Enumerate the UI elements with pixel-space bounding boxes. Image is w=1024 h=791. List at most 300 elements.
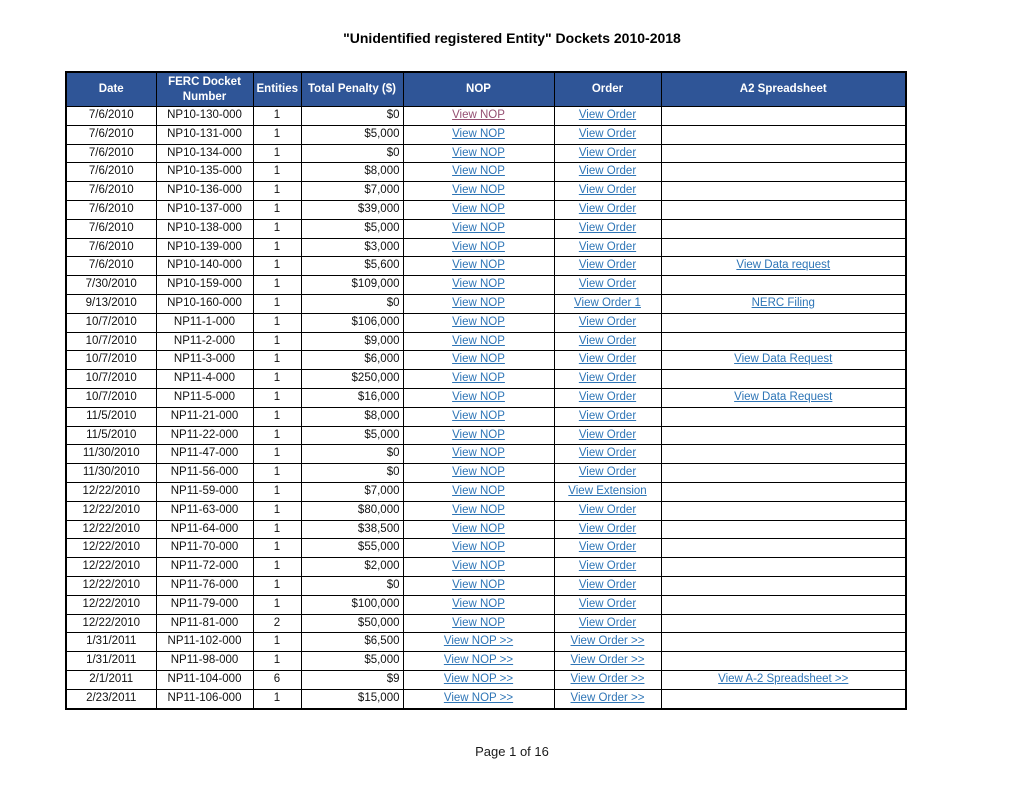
order-link[interactable]: View Extension xyxy=(568,484,647,497)
order-link[interactable]: View Order xyxy=(578,447,637,460)
table-row xyxy=(66,576,906,595)
date-cell: 1/31/2011 xyxy=(66,633,156,652)
a2-link-cell xyxy=(661,388,906,407)
entities-cell: 1 xyxy=(253,426,301,445)
column-header-ferc-docket-number: FERC Docket Number xyxy=(156,72,253,107)
nop-link[interactable]: View NOP xyxy=(452,334,505,347)
page-footer: Page 1 of 16 xyxy=(475,744,549,759)
nop-link[interactable]: View NOP >> xyxy=(443,672,514,685)
a2-link xyxy=(661,200,906,219)
nop-link[interactable]: View NOP xyxy=(452,616,505,629)
a2-link xyxy=(661,614,906,633)
date-cell: 2/23/2011 xyxy=(66,689,156,708)
order-link[interactable]: View Order xyxy=(578,578,637,591)
entities-cell: 1 xyxy=(253,370,301,389)
docket-cell: NP10-160-000 xyxy=(156,294,253,313)
order-link-cell xyxy=(554,539,661,558)
nop-link[interactable]: View NOP xyxy=(452,597,505,610)
nop-link-cell xyxy=(403,689,554,708)
entities-cell: 1 xyxy=(253,445,301,464)
order-link[interactable]: View Order xyxy=(578,597,637,610)
order-link[interactable]: View Order xyxy=(578,428,637,441)
penalty-cell: $8,000 xyxy=(301,407,403,426)
penalty-cell: $15,000 xyxy=(301,689,403,708)
nop-link-cell xyxy=(403,576,554,595)
date-cell: 2/1/2011 xyxy=(66,670,156,689)
order-link-cell xyxy=(554,501,661,520)
a2-link xyxy=(661,520,906,539)
nop-link-cell xyxy=(403,257,554,276)
penalty-cell: $109,000 xyxy=(301,276,403,295)
date-cell: 11/5/2010 xyxy=(66,426,156,445)
date-cell: 12/22/2010 xyxy=(66,614,156,633)
date-cell: 10/7/2010 xyxy=(66,388,156,407)
order-link[interactable]: View Order xyxy=(578,240,637,253)
order-link[interactable]: View Order >> xyxy=(570,635,645,648)
table-row xyxy=(66,219,906,238)
table-row xyxy=(66,520,906,539)
order-link-cell xyxy=(554,388,661,407)
order-link-cell xyxy=(554,614,661,633)
column-header-nop: NOP xyxy=(403,72,554,107)
a2-link xyxy=(661,125,906,144)
nop-link[interactable]: View NOP >> xyxy=(443,691,514,704)
penalty-cell: $5,000 xyxy=(301,652,403,671)
nop-link-cell xyxy=(403,652,554,671)
docket-cell: NP11-63-000 xyxy=(156,501,253,520)
penalty-cell: $16,000 xyxy=(301,388,403,407)
penalty-cell: $0 xyxy=(301,445,403,464)
a2-link xyxy=(661,144,906,163)
table-row xyxy=(66,313,906,332)
table-row xyxy=(66,426,906,445)
nop-link-cell xyxy=(403,407,554,426)
table-row xyxy=(66,351,906,370)
order-link-cell xyxy=(554,163,661,182)
date-cell: 12/22/2010 xyxy=(66,520,156,539)
column-header-date: Date xyxy=(66,72,156,107)
docket-cell: NP10-140-000 xyxy=(156,257,253,276)
table-row xyxy=(66,257,906,276)
docket-cell: NP11-21-000 xyxy=(156,407,253,426)
order-link[interactable]: View Order >> xyxy=(570,672,645,685)
penalty-cell: $7,000 xyxy=(301,182,403,201)
nop-link-cell xyxy=(403,276,554,295)
column-header-total-penalty: Total Penalty ($) xyxy=(301,72,403,107)
docket-cell: NP11-81-000 xyxy=(156,614,253,633)
a2-link xyxy=(661,238,906,257)
nop-link-cell xyxy=(403,482,554,501)
nop-link[interactable]: View NOP xyxy=(452,541,505,554)
nop-link-cell xyxy=(403,107,554,126)
penalty-cell: $5,000 xyxy=(301,426,403,445)
entities-cell: 1 xyxy=(253,163,301,182)
nop-link[interactable]: View NOP xyxy=(452,259,505,272)
nop-link-cell xyxy=(403,219,554,238)
order-link[interactable]: View Order xyxy=(578,409,637,422)
a2-link-cell xyxy=(661,670,906,689)
a2-link[interactable]: View Data request xyxy=(736,259,831,272)
date-cell: 7/6/2010 xyxy=(66,182,156,201)
docket-cell: NP11-102-000 xyxy=(156,633,253,652)
nop-link-cell xyxy=(403,501,554,520)
penalty-cell: $0 xyxy=(301,107,403,126)
entities-cell: 6 xyxy=(253,670,301,689)
entities-cell: 1 xyxy=(253,219,301,238)
docket-cell: NP11-4-000 xyxy=(156,370,253,389)
docket-cell: NP11-76-000 xyxy=(156,576,253,595)
date-cell: 12/22/2010 xyxy=(66,539,156,558)
a2-link xyxy=(661,539,906,558)
column-header-order: Order xyxy=(554,72,661,107)
penalty-cell: $5,000 xyxy=(301,125,403,144)
order-link[interactable]: View Order xyxy=(578,109,637,121)
order-link[interactable]: View Order xyxy=(578,541,637,554)
date-cell: 1/31/2011 xyxy=(66,652,156,671)
docket-cell: NP10-159-000 xyxy=(156,276,253,295)
entities-cell: 1 xyxy=(253,276,301,295)
penalty-cell: $5,600 xyxy=(301,257,403,276)
order-link-cell xyxy=(554,652,661,671)
date-cell: 7/6/2010 xyxy=(66,238,156,257)
table-row xyxy=(66,558,906,577)
entities-cell: 1 xyxy=(253,539,301,558)
docket-cell: NP11-104-000 xyxy=(156,670,253,689)
table-row xyxy=(66,407,906,426)
nop-link[interactable]: View NOP xyxy=(452,109,505,121)
table-row xyxy=(66,276,906,295)
a2-link xyxy=(661,426,906,445)
order-link[interactable]: View Order xyxy=(578,560,637,573)
nop-link[interactable]: View NOP xyxy=(452,315,505,328)
nop-link-cell xyxy=(403,238,554,257)
nop-link[interactable]: View NOP xyxy=(452,390,505,403)
docket-cell: NP11-56-000 xyxy=(156,464,253,483)
date-cell: 9/13/2010 xyxy=(66,294,156,313)
order-link[interactable]: View Order >> xyxy=(570,691,645,704)
docket-cell: NP11-79-000 xyxy=(156,595,253,614)
entities-cell: 1 xyxy=(253,464,301,483)
docket-cell: NP11-22-000 xyxy=(156,426,253,445)
a2-link xyxy=(661,219,906,238)
a2-link xyxy=(661,464,906,483)
nop-link[interactable]: View NOP xyxy=(452,578,505,591)
a2-link xyxy=(661,370,906,389)
nop-link-cell xyxy=(403,614,554,633)
nop-link-cell xyxy=(403,294,554,313)
penalty-cell: $9 xyxy=(301,670,403,689)
a2-link xyxy=(661,652,906,671)
nop-link[interactable]: View NOP xyxy=(452,221,505,234)
order-link[interactable]: View Order xyxy=(578,165,637,178)
order-link[interactable]: View Order xyxy=(578,522,637,535)
order-link[interactable]: View Order xyxy=(578,221,637,234)
order-link-cell xyxy=(554,182,661,201)
nop-link[interactable]: View NOP xyxy=(452,522,505,535)
penalty-cell: $50,000 xyxy=(301,614,403,633)
entities-cell: 1 xyxy=(253,388,301,407)
a2-link xyxy=(661,276,906,295)
date-cell: 11/30/2010 xyxy=(66,445,156,464)
table-row xyxy=(66,652,906,671)
nop-link-cell xyxy=(403,464,554,483)
table-row xyxy=(66,238,906,257)
docket-cell: NP11-3-000 xyxy=(156,351,253,370)
a2-link xyxy=(661,313,906,332)
docket-cell: NP11-70-000 xyxy=(156,539,253,558)
a2-link-cell xyxy=(661,294,906,313)
table-row xyxy=(66,125,906,144)
a2-link xyxy=(661,182,906,201)
nop-link[interactable]: View NOP xyxy=(452,447,505,460)
nop-link-cell xyxy=(403,633,554,652)
order-link[interactable]: View Order xyxy=(578,372,637,385)
nop-link-cell xyxy=(403,539,554,558)
order-link-cell xyxy=(554,670,661,689)
order-link-cell xyxy=(554,407,661,426)
a2-link xyxy=(661,689,906,708)
order-link[interactable]: View Order xyxy=(578,616,637,629)
entities-cell: 2 xyxy=(253,614,301,633)
order-link-cell xyxy=(554,595,661,614)
entities-cell: 1 xyxy=(253,257,301,276)
entities-cell: 1 xyxy=(253,313,301,332)
entities-cell: 1 xyxy=(253,633,301,652)
order-link[interactable]: View Order xyxy=(578,466,637,479)
a2-link[interactable]: View Data Request xyxy=(734,353,833,366)
nop-link-cell xyxy=(403,351,554,370)
a2-link xyxy=(661,407,906,426)
order-link[interactable]: View Order xyxy=(578,278,637,291)
a2-link xyxy=(661,633,906,652)
order-link-cell xyxy=(554,558,661,577)
a2-link xyxy=(661,595,906,614)
order-link[interactable]: View Order >> xyxy=(570,654,645,667)
nop-link-cell xyxy=(403,426,554,445)
nop-link[interactable]: View NOP xyxy=(452,146,505,159)
date-cell: 12/22/2010 xyxy=(66,501,156,520)
nop-link-cell xyxy=(403,370,554,389)
nop-link[interactable]: View NOP xyxy=(452,202,505,215)
a2-link xyxy=(661,163,906,182)
page-title: "Unidentified registered Entity" Dockets 2010-2018 xyxy=(343,30,681,46)
entities-cell: 1 xyxy=(253,558,301,577)
docket-cell: NP11-2-000 xyxy=(156,332,253,351)
dockets-table xyxy=(65,71,907,710)
table-row xyxy=(66,294,906,313)
date-cell: 7/6/2010 xyxy=(66,125,156,144)
order-link[interactable]: View Order xyxy=(578,202,637,215)
order-link-cell xyxy=(554,332,661,351)
order-link[interactable]: View Order xyxy=(578,334,637,347)
entities-cell: 1 xyxy=(253,144,301,163)
nop-link[interactable]: View NOP xyxy=(452,503,505,516)
penalty-cell: $55,000 xyxy=(301,539,403,558)
penalty-cell: $100,000 xyxy=(301,595,403,614)
docket-cell: NP10-134-000 xyxy=(156,144,253,163)
nop-link-cell xyxy=(403,332,554,351)
table-row xyxy=(66,689,906,708)
date-cell: 7/6/2010 xyxy=(66,219,156,238)
table-row xyxy=(66,144,906,163)
column-header-a2-spreadsheet: A2 Spreadsheet xyxy=(661,72,906,107)
docket-cell: NP11-5-000 xyxy=(156,388,253,407)
order-link-cell xyxy=(554,633,661,652)
nop-link[interactable]: View NOP xyxy=(452,296,505,309)
a2-link xyxy=(661,558,906,577)
penalty-cell: $6,500 xyxy=(301,633,403,652)
docket-cell: NP11-59-000 xyxy=(156,482,253,501)
order-link[interactable]: View Order xyxy=(578,184,637,197)
date-cell: 12/22/2010 xyxy=(66,558,156,577)
nop-link[interactable]: View NOP xyxy=(452,484,505,497)
table-row xyxy=(66,388,906,407)
order-link[interactable]: View Order xyxy=(578,315,637,328)
docket-cell: NP11-1-000 xyxy=(156,313,253,332)
date-cell: 12/22/2010 xyxy=(66,482,156,501)
order-link-cell xyxy=(554,464,661,483)
nop-link-cell xyxy=(403,182,554,201)
docket-cell: NP11-106-000 xyxy=(156,689,253,708)
order-link[interactable]: View Order 1 xyxy=(574,296,641,309)
entities-cell: 1 xyxy=(253,107,301,126)
order-link[interactable]: View Order xyxy=(578,353,637,366)
order-link-cell xyxy=(554,313,661,332)
date-cell: 7/30/2010 xyxy=(66,276,156,295)
nop-link[interactable]: View NOP xyxy=(452,466,505,479)
nop-link-cell xyxy=(403,313,554,332)
date-cell: 12/22/2010 xyxy=(66,595,156,614)
penalty-cell: $106,000 xyxy=(301,313,403,332)
order-link-cell xyxy=(554,482,661,501)
docket-cell: NP11-47-000 xyxy=(156,445,253,464)
table-row xyxy=(66,163,906,182)
penalty-cell: $80,000 xyxy=(301,501,403,520)
column-header-entities: Entities xyxy=(253,72,301,107)
nop-link[interactable]: View NOP xyxy=(452,372,505,385)
docket-cell: NP10-139-000 xyxy=(156,238,253,257)
date-cell: 7/6/2010 xyxy=(66,200,156,219)
table-row xyxy=(66,182,906,201)
nop-link-cell xyxy=(403,388,554,407)
nop-link[interactable]: View NOP xyxy=(452,240,505,253)
nop-link[interactable]: View NOP xyxy=(452,127,505,140)
penalty-cell: $250,000 xyxy=(301,370,403,389)
table-row xyxy=(66,445,906,464)
date-cell: 7/6/2010 xyxy=(66,107,156,126)
table-row xyxy=(66,107,906,126)
date-cell: 11/5/2010 xyxy=(66,407,156,426)
penalty-cell: $7,000 xyxy=(301,482,403,501)
order-link[interactable]: View Order xyxy=(578,127,637,140)
penalty-cell: $8,000 xyxy=(301,163,403,182)
docket-cell: NP10-130-000 xyxy=(156,107,253,126)
nop-link-cell xyxy=(403,125,554,144)
table-row xyxy=(66,595,906,614)
nop-link-cell xyxy=(403,445,554,464)
a2-link xyxy=(661,501,906,520)
nop-link[interactable]: View NOP xyxy=(452,165,505,178)
nop-link-cell xyxy=(403,144,554,163)
nop-link[interactable]: View NOP >> xyxy=(443,654,514,667)
table-row xyxy=(66,670,906,689)
nop-link[interactable]: View NOP xyxy=(452,409,505,422)
order-link-cell xyxy=(554,294,661,313)
order-link[interactable]: View Order xyxy=(578,390,637,403)
date-cell: 10/7/2010 xyxy=(66,313,156,332)
order-link-cell xyxy=(554,200,661,219)
nop-link[interactable]: View NOP xyxy=(452,560,505,573)
order-link-cell xyxy=(554,576,661,595)
penalty-cell: $6,000 xyxy=(301,351,403,370)
nop-link[interactable]: View NOP xyxy=(452,278,505,291)
order-link[interactable]: View Order xyxy=(578,259,637,272)
order-link[interactable]: View Order xyxy=(578,503,637,516)
order-link-cell xyxy=(554,107,661,126)
penalty-cell: $5,000 xyxy=(301,219,403,238)
penalty-cell: $39,000 xyxy=(301,200,403,219)
order-link[interactable]: View Order xyxy=(578,146,637,159)
nop-link-cell xyxy=(403,558,554,577)
entities-cell: 1 xyxy=(253,576,301,595)
penalty-cell: $38,500 xyxy=(301,520,403,539)
entities-cell: 1 xyxy=(253,125,301,144)
docket-cell: NP10-131-000 xyxy=(156,125,253,144)
nop-link[interactable]: View NOP >> xyxy=(443,635,514,648)
a2-link[interactable]: NERC Filing xyxy=(751,296,815,309)
order-link-cell xyxy=(554,520,661,539)
nop-link[interactable]: View NOP xyxy=(452,428,505,441)
table-row xyxy=(66,633,906,652)
table-row xyxy=(66,200,906,219)
penalty-cell: $3,000 xyxy=(301,238,403,257)
order-link-cell xyxy=(554,351,661,370)
a2-link[interactable]: View A-2 Spreadsheet >> xyxy=(718,672,849,685)
nop-link-cell xyxy=(403,595,554,614)
nop-link[interactable]: View NOP xyxy=(452,184,505,197)
entities-cell: 1 xyxy=(253,351,301,370)
entities-cell: 1 xyxy=(253,689,301,708)
a2-link xyxy=(661,576,906,595)
entities-cell: 1 xyxy=(253,182,301,201)
penalty-cell: $0 xyxy=(301,576,403,595)
order-link-cell xyxy=(554,445,661,464)
nop-link-cell xyxy=(403,520,554,539)
header-row xyxy=(66,72,906,107)
table-row xyxy=(66,501,906,520)
entities-cell: 1 xyxy=(253,520,301,539)
table-row xyxy=(66,482,906,501)
entities-cell: 1 xyxy=(253,652,301,671)
entities-cell: 1 xyxy=(253,238,301,257)
a2-link-cell xyxy=(661,351,906,370)
entities-cell: 1 xyxy=(253,294,301,313)
order-link-cell xyxy=(554,238,661,257)
order-link-cell xyxy=(554,144,661,163)
entities-cell: 1 xyxy=(253,407,301,426)
table-header xyxy=(66,72,906,107)
nop-link-cell xyxy=(403,163,554,182)
nop-link-cell xyxy=(403,670,554,689)
date-cell: 11/30/2010 xyxy=(66,464,156,483)
order-link-cell xyxy=(554,370,661,389)
entities-cell: 1 xyxy=(253,332,301,351)
nop-link[interactable]: View NOP xyxy=(452,353,505,366)
order-link-cell xyxy=(554,219,661,238)
table-row xyxy=(66,332,906,351)
a2-link[interactable]: View Data Request xyxy=(734,390,833,403)
order-link-cell xyxy=(554,276,661,295)
